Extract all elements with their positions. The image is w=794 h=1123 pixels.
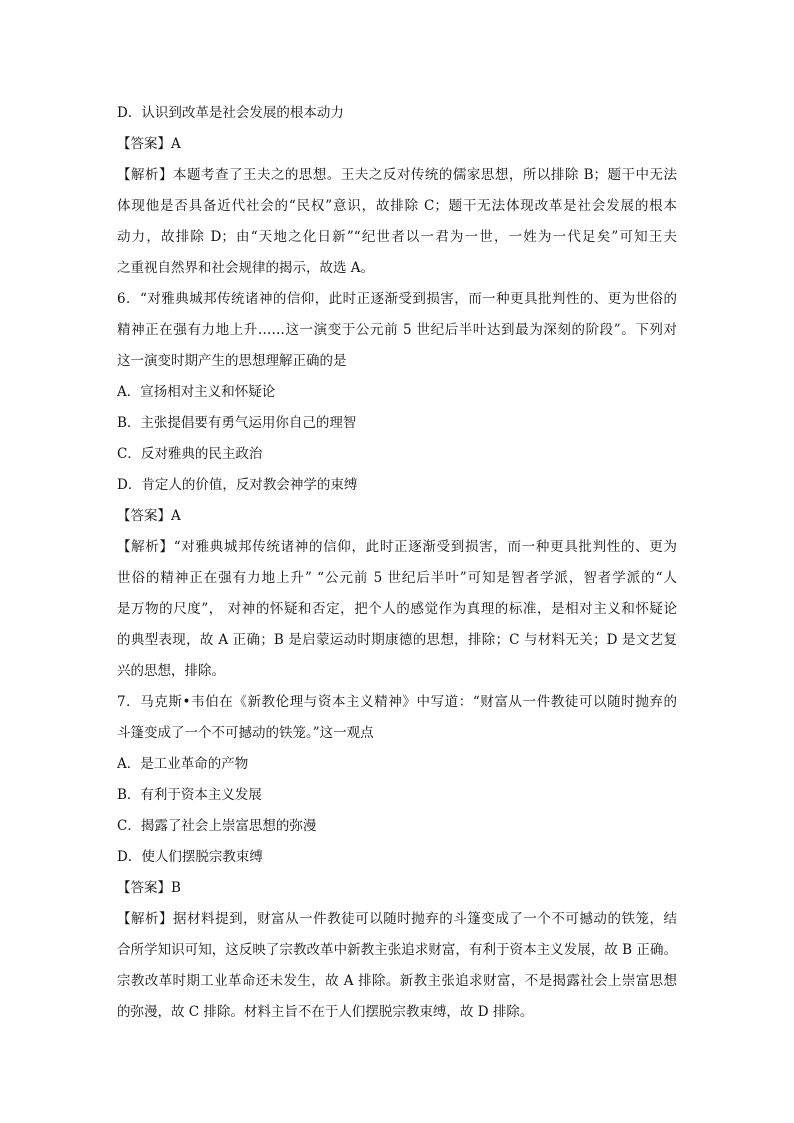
- q7-analysis-line: 合所学知识可知，这反映了宗教改革中新教主张追求财富，有利于资本主义发展，故 B 正确。: [117, 942, 677, 958]
- q7-option-c: C．揭露了社会上崇富思想的弥漫: [117, 818, 317, 834]
- q7-stem-line: 斗篷变成了一个不可撼动的铁笼。”这一观点: [117, 725, 374, 741]
- q7-answer: 【答案】B: [117, 880, 181, 896]
- q5-option-d: D．认识到改革是社会发展的根本动力: [117, 105, 344, 121]
- q6-analysis-line: 【解析】“对雅典城邦传统诸神的信仰，此时正逐渐受到损害，而一种更具批判性的、更为: [117, 539, 677, 555]
- q6-option-a: A．宣扬相对主义和怀疑论: [117, 384, 276, 400]
- q5-analysis-line: 之重视自然界和社会规律的揭示，故选 A。: [117, 260, 375, 276]
- q6-stem-line: 精神正在强有力地上升……这一演变于公元前 5 世纪后半叶达到最为深刻的阶段”。下列对: [117, 322, 677, 338]
- q6-analysis-line: 兴的思想，排除。: [117, 663, 225, 679]
- q5-answer: 【答案】A: [117, 136, 181, 152]
- q7-option-b: B．有利于资本主义发展: [117, 787, 262, 803]
- q7-analysis-line: 的弥漫，故 C 排除。材料主旨不在于人们摆脱宗教束缚，故 D 排除。: [117, 1004, 534, 1020]
- q5-analysis-line: 体现他是否具备近代社会的“民权”意识，故排除 C；题干无法体现改革是社会发展的根本: [117, 198, 677, 214]
- q7-analysis-line: 【解析】据材料提到，财富从一件教徒可以随时抛弃的斗篷变成了一个不可撼动的铁笼，结: [117, 911, 677, 927]
- q7-analysis-line: 宗教改革时期工业革命还未发生，故 A 排除。新教主张追求财富，不是揭露社会上崇富思想: [117, 973, 677, 989]
- q6-answer: 【答案】A: [117, 508, 181, 524]
- q7-option-a: A．是工业革命的产物: [117, 756, 249, 772]
- q7-option-d: D．使人们摆脱宗教束缚: [117, 849, 263, 865]
- q7-stem-line: 7．马克斯•韦伯在《新教伦理与资本主义精神》中写道：“财富从一件教徒可以随时抛弃的: [117, 694, 677, 710]
- document-page: [117, 98, 677, 1028]
- q6-analysis-line: 世俗的精神正在强有力地上升” “公元前 5 世纪后半叶”可知是智者学派，智者学派的“人: [117, 570, 677, 586]
- q6-analysis-line: 是万物的尺度”， 对神的怀疑和否定，把个人的感觉作为真理的标准，是相对主义和怀疑论: [117, 601, 677, 617]
- q6-option-d: D．肯定人的价值，反对教会神学的束缚: [117, 477, 358, 493]
- q6-analysis-line: 的典型表现，故 A 正确；B 是启蒙运动时期康德的思想，排除；C 与材料无关；D 是文艺复: [117, 632, 677, 648]
- q5-analysis-line: 【解析】本题考查了王夫之的思想。王夫之反对传统的儒家思想，所以排除 B；题干中无法: [117, 167, 677, 183]
- q6-stem-line: 这一演变时期产生的思想理解正确的是: [117, 353, 347, 369]
- q6-option-b: B．主张提倡要有勇气运用你自己的理智: [117, 415, 357, 431]
- q5-analysis-line: 动力，故排除 D；由“天地之化日新”“纪世者以一君为一世，一姓为一代足矣”可知王夫: [117, 229, 677, 245]
- q6-option-c: C．反对雅典的民主政治: [117, 446, 263, 462]
- q6-stem-line: 6．“对雅典城邦传统诸神的信仰，此时正逐渐受到损害，而一种更具批判性的、更为世俗的: [117, 291, 677, 307]
